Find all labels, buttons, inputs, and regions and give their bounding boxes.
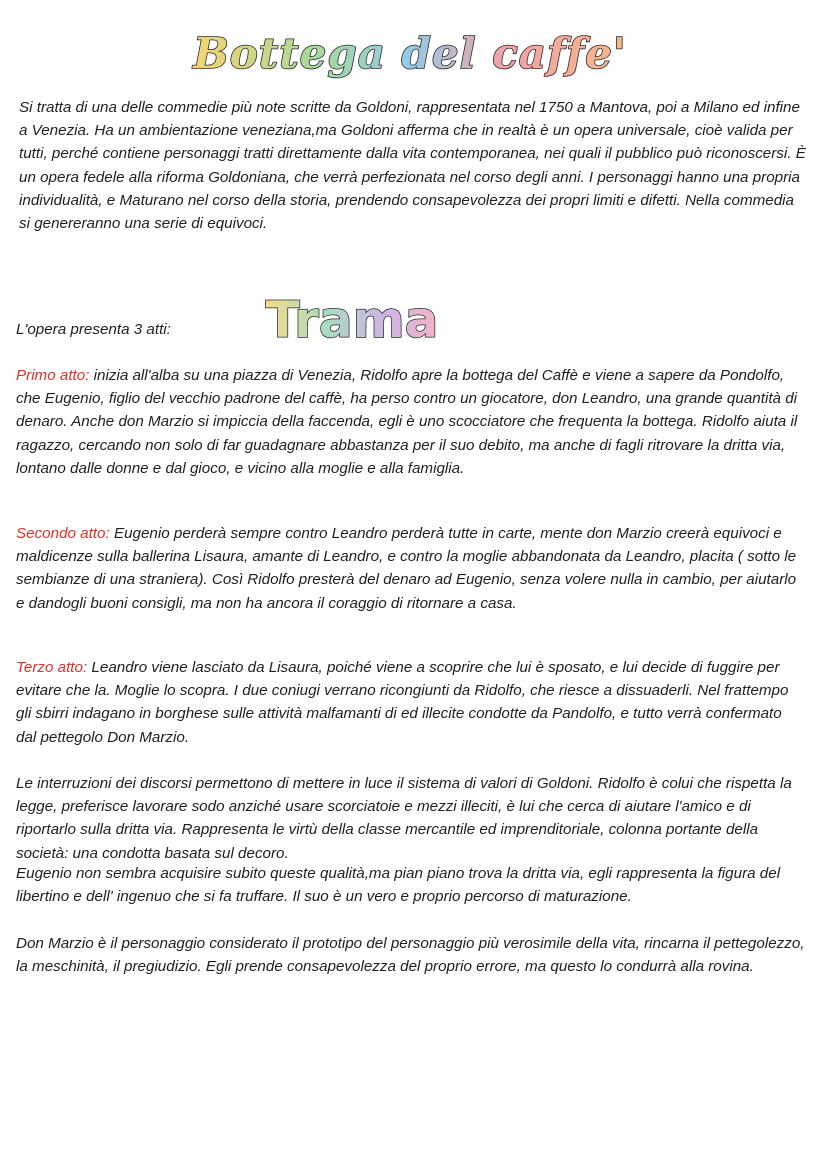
act-paragraph-2	[16, 522, 806, 615]
act-paragraph-1	[16, 364, 806, 480]
act-label-1: Primo atto:	[16, 367, 90, 384]
act-label-3: Terzo atto:	[16, 659, 88, 676]
act-text-3: Leandro viene lasciato da Lisaura, poiché viene a scoprire che lui è sposato, e lui decide di fuggire per evitare che la. Moglie lo scopra. I due coniugi verrano ricongiunti da Ridolfo, che riesce a dissuaderli. Nel frattempo gli sbirri indagano in borghese sulle attività malfamanti di ed illecite condotte da Pandolfo, e tutto verrà confermato dal pettegolo Don Marzio.	[16, 659, 789, 746]
analysis-paragraph-1: Le interruzioni dei discorsi permettono di mettere in luce il sistema di valori di Goldoni. Ridolfo è colui che rispetta la legge, preferisce lavorare sodo anziché usare scorciatoie e mezzi illeciti, è lui che cerca di aiutare l'amico e di riportarlo sulla dritta via. Rappresenta le virtù della classe mercantile ed imprenditoriale, colonna portante della società: una condotta basata sul decoro.	[16, 775, 792, 862]
acts-intro: L'opera presenta 3 atti:	[16, 321, 171, 338]
act-text-1: inizia all'alba su una piazza di Venezia, Ridolfo apre la bottega del Caffè e viene a sapere da Pondolfo, che Eugenio, figlio del vecchio padrone del caffè, ha perso contro un giocatore, don Leandro, una grande quantità di denaro. Anche don Marzio si impiccia della faccenda, egli è uno scocciatore che frequenta la bottega. Ridolfo aiuta il ragazzo, cercando non solo di far guadagnare abbastanza per il suo debito, ma anche di fagli ritrovare la dritta via, lontano dalle donne e dal gioco, e vicino alla moglie e alla famiglia.	[16, 367, 798, 477]
analysis-paragraph-3: Don Marzio è il personaggio considerato il prototipo del personaggio più verosimile della vita, rincarna il pettegolezzo, la meschinità, il pregiudizio. Egli prende consapevolezza del proprio errore, ma questo lo condurrà alla rovina.	[16, 935, 805, 976]
svg-text:Bottega del caffe': Bottega del caffe'	[193, 29, 627, 78]
act-paragraph-3	[16, 656, 806, 749]
intro-paragraph: Si tratta di una delle commedie più note scritte da Goldoni, rappresentata nel 1750 a Mantova, poi a Milano ed infine a Venezia. Ha un ambientazione veneziana,ma Goldoni afferma che in realtà è un opera universale, cioè valida per tutti, perché contiene personaggi tratti direttamente dalla vita contemporanea, nei quali il pubblico può riconoscersi. È un opera fedele alla riforma Goldoniana, che verrà perfezionata nel corso degli anni. I personaggi hanno una propria individualità, e Maturano nel corso della storia, prendendo consapevolezza dei propri limiti e difetti. Nella commedia si genereranno una serie di equivoci.	[19, 99, 806, 233]
title-lettering	[193, 22, 627, 86]
trama-lettering	[262, 285, 442, 351]
act-text-2: Eugenio perderà sempre contro Leandro perderà tutte in carte, mente don Marzio creerà equivoci e maldicenze sulla ballerina Lisaura, amante di Leandro, e contro la moglie abbandonata da Leandro, placita ( sotto le sembianze di una straniera). Così Ridolfo presterà del denaro ad Eugenio, senza volere nulla in cambio, per aiutarlo e dandogli buoni consigli, ma non ha ancora il coraggio di ritornare a casa.	[16, 525, 797, 612]
svg-text:Trama: Trama	[265, 291, 439, 349]
act-label-2: Secondo atto:	[16, 525, 110, 542]
analysis-paragraph-2: Eugenio non sembra acquisire subito queste qualità,ma pian piano trova la dritta via, egli rappresenta la figura del libertino e dell' ingenuo che si fa truffare. Il suo è un vero e proprio percorso di maturazione.	[16, 865, 781, 906]
